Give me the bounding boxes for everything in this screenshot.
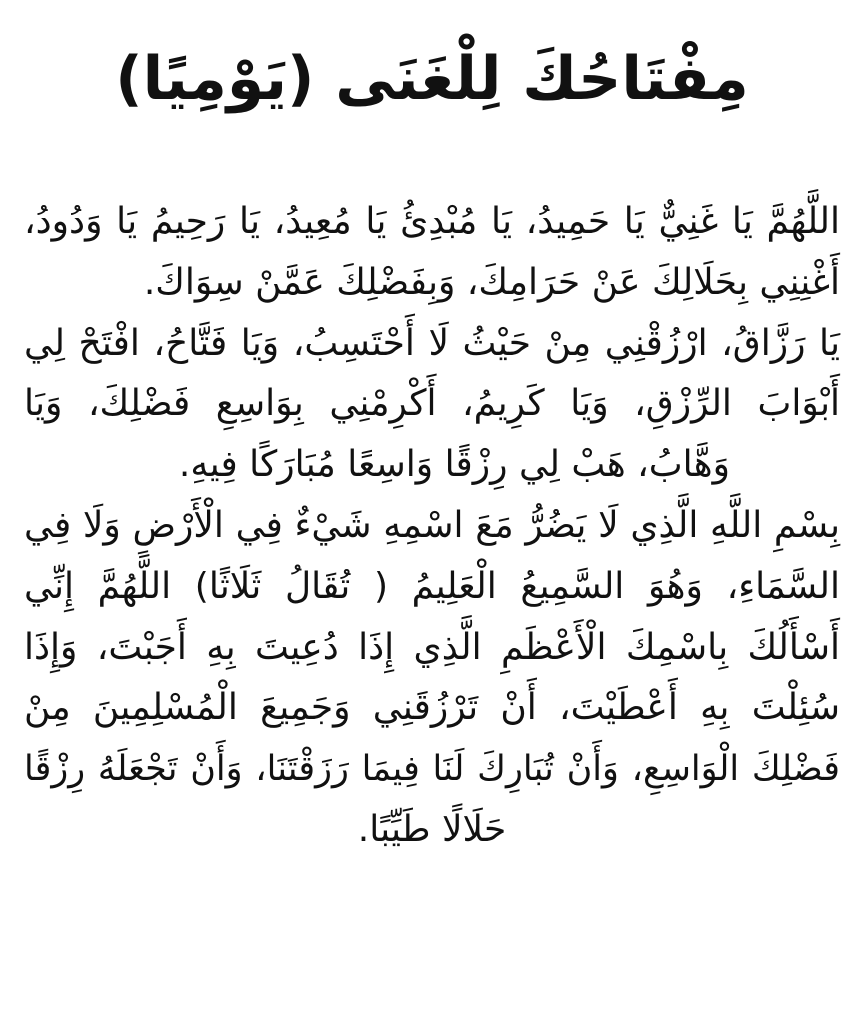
text-line: فَضْلِكَ الْوَاسِعِ، وَأَنْ تُبَارِكَ لَنَا فِيمَا رَزَقْتَنَا، وَأَنْ تَجْعَلَهُ رِزْقًا	[24, 749, 840, 790]
text-line: حَلَالًا طَيِّبًا.	[357, 808, 507, 850]
text-line: يَا رَزَّاقُ، ارْزُقْنِي مِنْ حَيْثُ لَا أَحْتَسِبُ، وَيَا فَتَّاحُ، افْتَحْ لِي	[24, 322, 840, 364]
text-line: السَّمَاءِ، وَهُوَ السَّمِيعُ الْعَلِيمُ ( تُقَالُ ثَلَاثًا) اللَّهُمَّ إِنِّي	[24, 565, 840, 607]
text-line: اللَّهُمَّ يَا غَنِيٌّ يَا حَمِيدُ، يَا مُبْدِئُ يَا مُعِيدُ، يَا رَحِيمُ يَا وَدُودُ،	[24, 201, 840, 242]
text-line: وَهَّابُ، هَبْ لِي رِزْقًا وَاسِعًا مُبَارَكًا فِيهِ.	[178, 444, 730, 486]
text-line: سُئِلْتَ بِهِ أَعْطَيْتَ، أَنْ تَرْزُقَنِي وَجَمِيعَ الْمُسْلِمِينَ مِنْ	[24, 687, 840, 729]
text-line: بِسْمِ اللَّهِ الَّذِي لَا يَضُرُّ مَعَ اسْمِهِ شَيْءٌ فِي الْأَرْضِ وَلَا فِي	[24, 504, 840, 546]
text-line: أَبْوَابَ الرِّزْقِ، وَيَا كَرِيمُ، أَكْرِمْنِي بِوَاسِعِ فَضْلِكَ، وَيَا	[24, 383, 840, 425]
text-line: أَغْنِنِي بِحَلَالِكَ عَنْ حَرَامِكَ، وَبِفَضْلِكَ عَمَّنْ سِوَاكَ.	[143, 261, 840, 303]
dua-text	[24, 192, 840, 861]
text-line: أَسْأَلُكَ بِاسْمِكَ الْأَعْظَمِ الَّذِي إِذَا دُعِيتَ بِهِ أَجَبْتَ، وَإِذَا	[24, 626, 840, 668]
page-title: مِفْتَاحُكَ لِلْغَنَى (يَوْمِيًا)	[115, 44, 749, 114]
